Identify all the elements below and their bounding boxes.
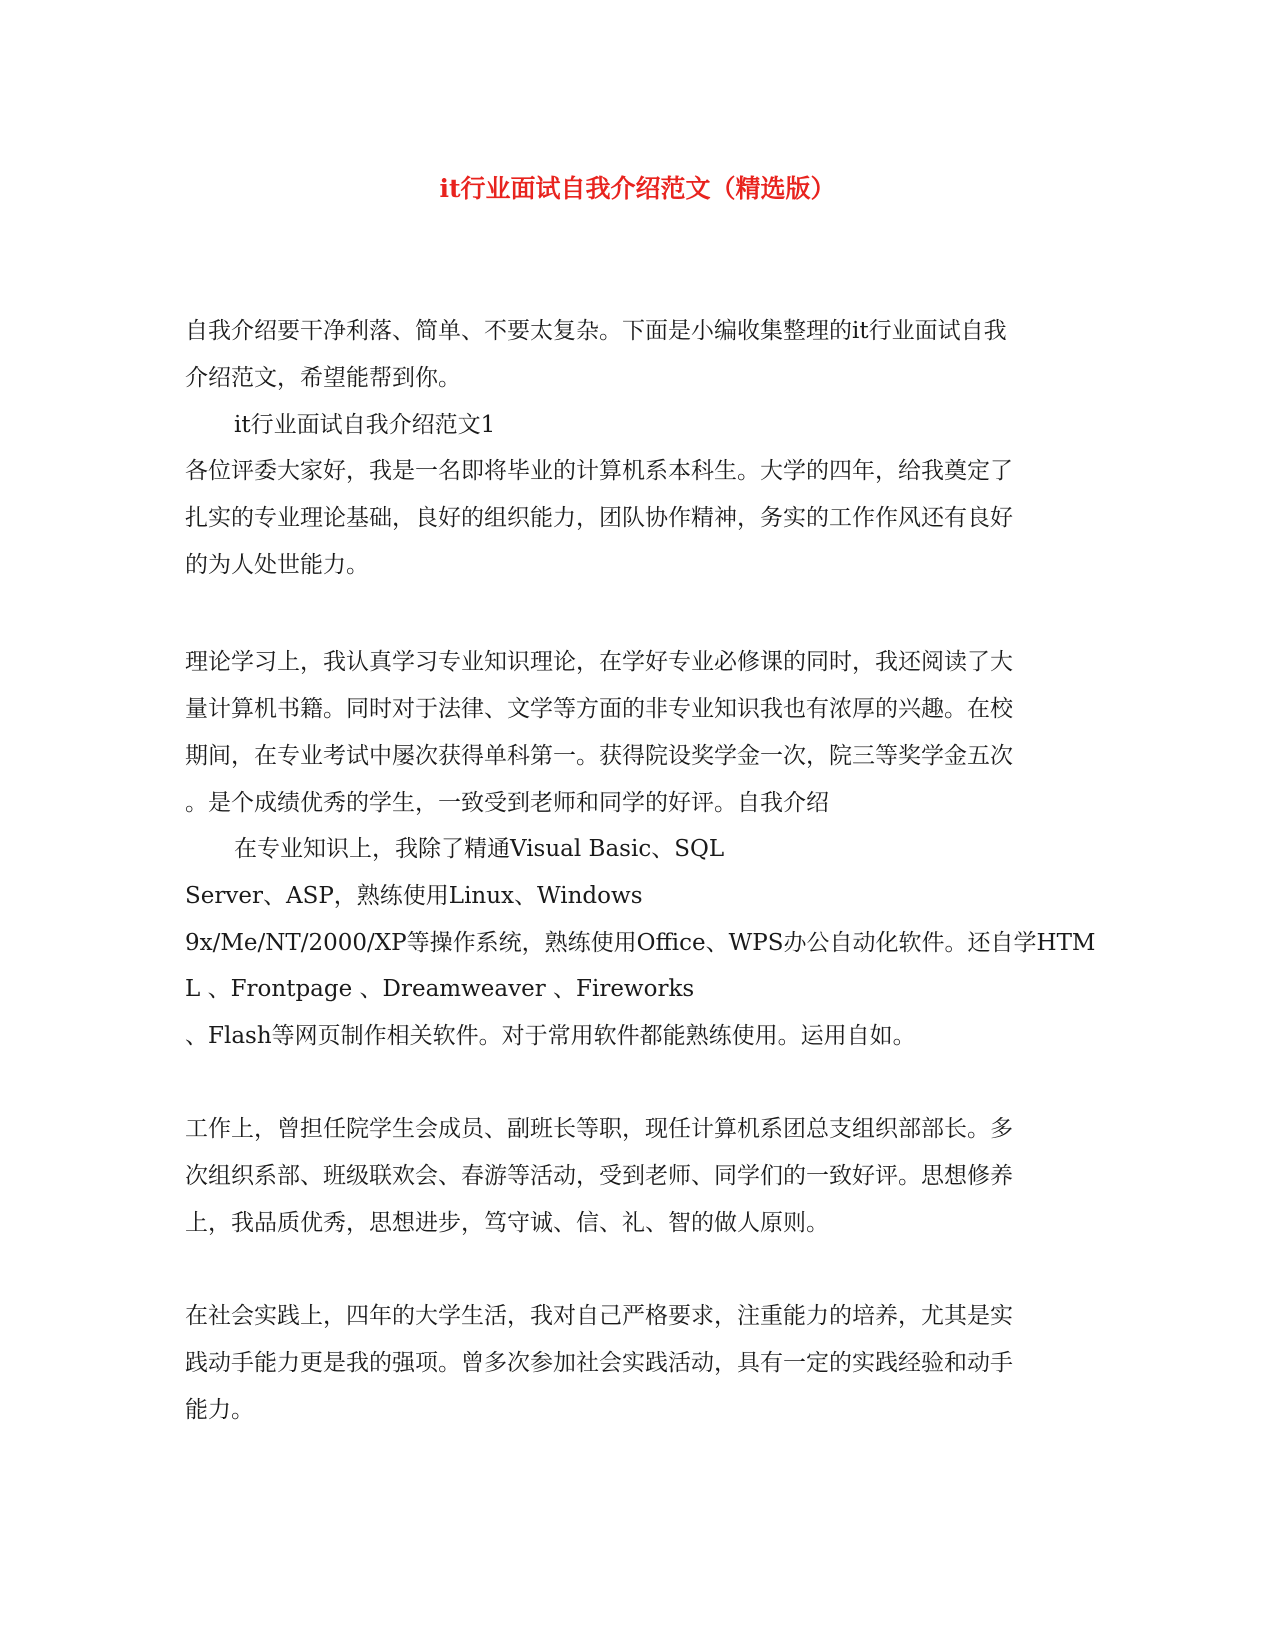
paragraph-line: 在社会实践上，四年的大学生活，我对自己严格要求，注重能力的培养，尤其是实 [185, 1303, 1013, 1329]
paragraph-line: Server、ASP，熟练使用Linux、Windows [185, 883, 643, 909]
paragraph-line: 介绍范文，希望能帮到你。 [185, 365, 461, 391]
paragraph-line: 9x/Me/NT/2000/XP等操作系统，熟练使用Office、WPS办公自动化软件。还自学HTM [185, 930, 1096, 956]
paragraph-line: 能力。 [185, 1397, 254, 1423]
section-heading: it行业面试自我介绍范文1 [234, 412, 496, 438]
paragraph-line: 在专业知识上，我除了精通Visual Basic、SQL [234, 836, 725, 862]
paragraph-line: 。是个成绩优秀的学生，一致受到老师和同学的好评。自我介绍 [185, 790, 829, 816]
paragraph-line: 践动手能力更是我的强项。曾多次参加社会实践活动，具有一定的实践经验和动手 [185, 1350, 1013, 1376]
paragraph-line: 理论学习上，我认真学习专业知识理论，在学好专业必修课的同时，我还阅读了大 [185, 649, 1013, 675]
paragraph-line: 期间，在专业考试中屡次获得单科第一。获得院设奖学金一次，院三等奖学金五次 [185, 743, 1013, 769]
paragraph-line: 次组织系部、班级联欢会、春游等活动，受到老师、同学们的一致好评。思想修养 [185, 1163, 1013, 1189]
paragraph-line: 工作上，曾担任院学生会成员、副班长等职，现任计算机系团总支组织部部长。多 [185, 1116, 1013, 1142]
paragraph-line: 上，我品质优秀，思想进步，笃守诚、信、礼、智的做人原则。 [185, 1210, 829, 1236]
paragraph-line: 各位评委大家好，我是一名即将毕业的计算机系本科生。大学的四年，给我奠定了 [185, 458, 1013, 484]
paragraph-line: 扎实的专业理论基础，良好的组织能力，团队协作精神，务实的工作作风还有良好 [185, 505, 1013, 531]
paragraph-line: L 、Frontpage 、Dreamweaver 、Fireworks [185, 976, 695, 1002]
document-title: it行业面试自我介绍范文（精选版） [439, 174, 836, 203]
paragraph-line: 自我介绍要干净利落、简单、不要太复杂。下面是小编收集整理的it行业面试自我 [185, 318, 1007, 344]
paragraph-line: 量计算机书籍。同时对于法律、文学等方面的非专业知识我也有浓厚的兴趣。在校 [185, 696, 1013, 722]
paragraph-line: 的为人处世能力。 [185, 552, 369, 578]
paragraph-line: 、Flash等网页制作相关软件。对于常用软件都能熟练使用。运用自如。 [185, 1023, 916, 1049]
